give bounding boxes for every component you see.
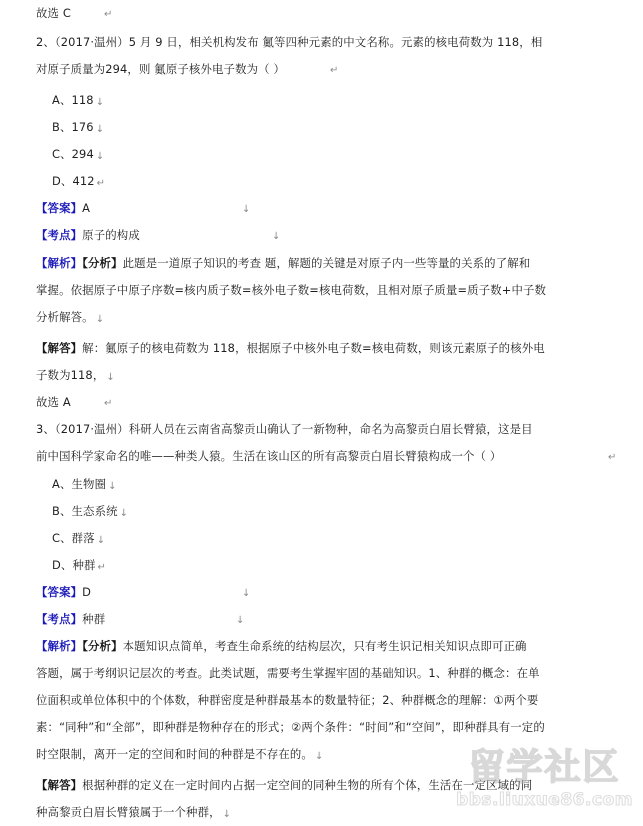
line-text: 位面积或单位体积中的个体数，种群密度是种群最基本的数量特征；2、种群概念的理解：①两个要	[36, 693, 539, 707]
return-mark: ↵	[608, 452, 617, 463]
return-mark: ↓	[236, 615, 245, 626]
answer-value: D	[82, 585, 92, 599]
question-3-analysis-line-1	[36, 639, 527, 653]
text-line	[36, 6, 71, 20]
solution-tag: 【解答】	[36, 778, 83, 792]
question-2-solution-line-2	[36, 368, 113, 382]
question-2-point	[36, 228, 140, 242]
question-2-solution-line-3	[36, 395, 71, 409]
analysis-tag: 【解析】	[36, 639, 83, 653]
point-value: 原子的构成	[82, 228, 140, 242]
question-3-option-d	[52, 558, 107, 573]
analysis-subtag: 【分析】	[82, 639, 123, 653]
line-text: 种高黎贡白眉长臂猿属于一个种群，	[36, 805, 221, 819]
answer-tag: 【答案】	[36, 201, 83, 215]
line-text: 故选 A	[36, 395, 71, 409]
return-mark: ↓	[108, 481, 117, 492]
question-3-option-b	[52, 504, 129, 519]
question-2-answer	[36, 201, 90, 215]
return-mark: ↓	[272, 231, 281, 242]
line-text: 素：“同种”和“全部”，即种群是物种存在的形式；②两个条件：“时间”和“空间”，即种群具有一定的	[36, 720, 545, 734]
option-text: B、生态系统	[52, 504, 118, 518]
question-2-solution-line-1	[36, 341, 545, 355]
point-tag: 【考点】	[36, 612, 83, 626]
answer-value: A	[82, 201, 91, 215]
question-3-stem-line-1	[36, 422, 533, 436]
line-text: 答题，属于考纲识记层次的考查。此类试题，需要考生掌握牢固的基础知识。1、种群的概念：在单	[36, 666, 540, 680]
line-text: 根据种群的定义在一定时间内占据一定空间的同种生物的所有个体，生活在一定区域的同	[82, 778, 533, 792]
option-text: C、群落	[52, 531, 95, 545]
analysis-tag: 【解析】	[36, 256, 83, 270]
question-2-analysis-line-1	[36, 256, 530, 270]
line-text: 解：鿫原子的核电荷数为 118，根据原子中核外电子数=核电荷数，则该元素原子的核外电	[82, 341, 545, 355]
line-text: 故选 C	[36, 6, 71, 20]
question-3-stem-line-2	[36, 449, 501, 463]
line-text: 掌握。依据原子中原子序数=核内质子数=核外电子数=核电荷数，且相对原子质量=质子数+中子数	[36, 283, 547, 297]
return-mark: ↓	[222, 809, 232, 820]
return-mark: ↓	[242, 204, 251, 215]
return-mark: ↓	[106, 372, 115, 383]
line-text: 此题是一道原子知识的考查 题，解题的关键是对原子内一些等量的关系的了解和	[122, 256, 531, 270]
question-2-option-a	[52, 93, 105, 108]
question-2-stem-line-1	[36, 35, 542, 49]
return-mark: ↓	[96, 535, 106, 546]
option-text: A、118	[52, 93, 94, 107]
option-text: D、412	[52, 174, 95, 188]
question-2-option-c	[52, 147, 105, 162]
line-text: 2、（2017·温州）5 月 9 日，相关机构发布 鿫等四种元素的中文名称。元素的核电荷数为 118，相	[36, 35, 543, 49]
question-3-analysis-line-3	[36, 693, 538, 707]
question-3-analysis-line-5	[36, 747, 322, 761]
question-3-option-a	[52, 477, 115, 491]
option-text: C、294	[52, 147, 94, 161]
point-tag: 【考点】	[36, 228, 83, 242]
return-mark: ↵	[104, 9, 113, 20]
line-text: 分析解答。	[36, 310, 94, 324]
line-text: 子数为118，	[36, 368, 105, 382]
line-text: 3、（2017·温州）科研人员在云南省高黎贡山确认了一新物种，命名为高黎贡白眉长臂猿，这是目	[36, 422, 533, 436]
line-text: 时空限制，离开一定的空间和时间的种群是不存在的。	[36, 747, 313, 761]
analysis-subtag: 【分析】	[82, 256, 123, 270]
return-mark: ↓	[95, 314, 105, 325]
question-3-analysis-line-2	[36, 666, 540, 680]
return-mark: ↓	[95, 151, 105, 162]
return-mark: ↓	[314, 751, 324, 762]
return-mark: ↵	[330, 65, 339, 76]
return-mark: ↵	[97, 562, 107, 573]
return-mark: ↓	[95, 124, 105, 135]
line-text: 前中国科学家命名的唯——种类人猿。生活在该山区的所有高黎贡白眉长臂猿构成一个（ ）	[36, 449, 502, 463]
question-2-analysis-line-3	[36, 310, 105, 325]
return-mark: ↓	[119, 508, 129, 519]
watermark-chinese-text: 留学社区	[468, 747, 621, 788]
question-3-answer	[36, 585, 91, 599]
question-3-point	[36, 612, 105, 626]
question-2-stem-line-2	[36, 62, 285, 76]
answer-tag: 【答案】	[36, 585, 83, 599]
line-text: 本题知识点简单，考查生命系统的结构层次，只有考生识记相关知识点即可正确	[122, 639, 527, 653]
question-3-option-c	[52, 531, 106, 546]
return-mark: ↓	[242, 588, 251, 599]
line-text: 对原子质量为294，则 鿫原子核外电子数为（ ）	[36, 62, 286, 76]
option-text: B、176	[52, 120, 94, 134]
question-3-solution-line-2	[36, 805, 232, 820]
question-3-analysis-line-4	[36, 720, 545, 734]
option-text: D、种群	[52, 558, 96, 572]
option-text: A、生物圈	[52, 477, 107, 491]
question-2-option-b	[52, 120, 105, 135]
question-2-analysis-line-2	[36, 283, 546, 297]
solution-tag: 【解答】	[36, 341, 83, 355]
question-2-option-d	[52, 174, 106, 189]
question-3-solution-line-1	[36, 778, 532, 792]
return-mark: ↓	[95, 97, 105, 108]
return-mark: ↵	[96, 178, 106, 189]
return-mark: ↵	[104, 398, 113, 409]
watermark-url-text: bbs.liuxue86.com	[456, 790, 633, 810]
point-value: 种群	[82, 612, 106, 626]
